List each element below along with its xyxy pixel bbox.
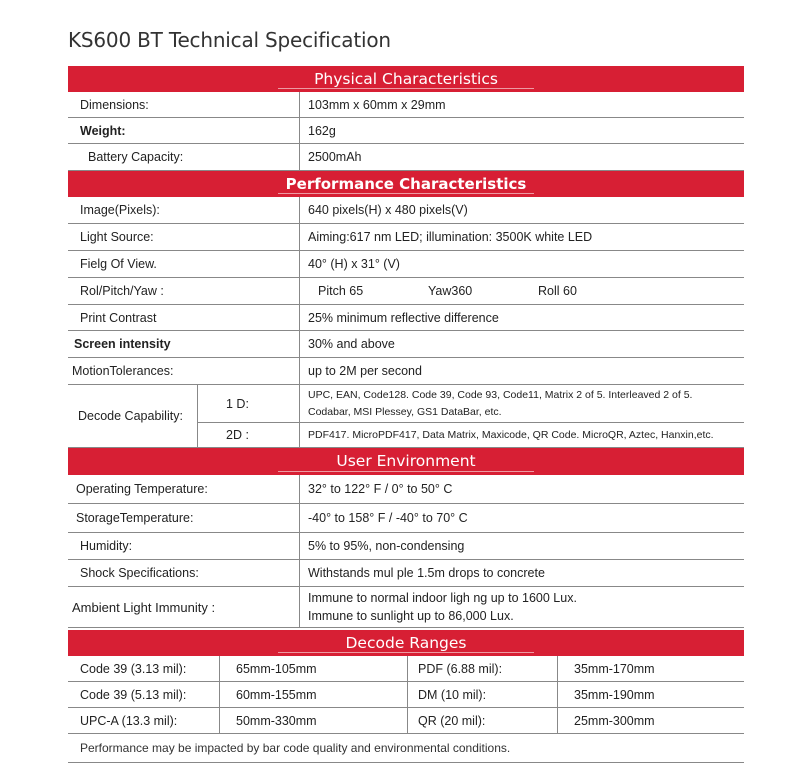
spec-value: 162g xyxy=(308,123,336,138)
spec-label: Light Source: xyxy=(68,224,300,250)
spec-value: Aiming:617 nm LED; illumination: 3500K white LED xyxy=(308,230,593,244)
decode-1d-key: 1 D: xyxy=(198,385,300,422)
table-row xyxy=(68,533,744,560)
range-symbology: DM (10 mil): xyxy=(408,682,558,707)
table-row xyxy=(68,278,744,305)
ambient-line1: Immune to normal indoor ligh ng up to 1600 Lux. xyxy=(308,591,577,605)
spec-label: MotionTolerances: xyxy=(68,358,300,384)
table-row xyxy=(68,560,744,587)
spec-label: Weight: xyxy=(68,118,300,143)
spec-label: Dimensions: xyxy=(68,92,300,117)
spec-label: Ambient Light Immunity : xyxy=(68,587,300,627)
decode-capability-row xyxy=(68,385,744,448)
spec-label: Rol/Pitch/Yaw : xyxy=(68,278,300,304)
range-distance: 50mm-330mm xyxy=(220,708,408,733)
table-row xyxy=(68,305,744,331)
spec-label: Decode Capability: xyxy=(68,385,198,447)
spec-sheet xyxy=(68,66,744,763)
table-row xyxy=(68,682,744,708)
yaw-value: Yaw360 xyxy=(428,284,473,298)
spec-value: 2500mAh xyxy=(308,150,362,164)
decode-1d-value xyxy=(300,385,744,422)
decode-2d-value: PDF417. MicroPDF417, Data Matrix, Maxicode, QR Code. MicroQR, Aztec, Hanxin,etc. xyxy=(308,428,714,441)
page-title: KS600 BT Technical Specification xyxy=(68,28,391,52)
decode-2d-key: 2D : xyxy=(198,423,300,447)
spec-value: 5% to 95%, non-condensing xyxy=(308,539,465,553)
table-row xyxy=(68,331,744,358)
roll-value: Roll 60 xyxy=(538,284,577,298)
spec-value: -40° to 158° F / -40° to 70° C xyxy=(308,511,468,525)
range-distance: 35mm-170mm xyxy=(574,661,655,676)
spec-value: 640 pixels(H) x 480 pixels(V) xyxy=(308,203,468,217)
spec-label: StorageTemperature: xyxy=(68,504,300,532)
section-header-ranges: Decode Ranges xyxy=(68,630,744,656)
spec-value xyxy=(300,278,744,304)
range-distance: 60mm-155mm xyxy=(220,682,408,707)
spec-label: Shock Specifications: xyxy=(68,560,300,586)
range-distance: 65mm-105mm xyxy=(220,656,408,681)
table-row xyxy=(68,504,744,533)
table-row xyxy=(68,708,744,734)
table-row xyxy=(68,475,744,504)
range-symbology: Code 39 (3.13 mil): xyxy=(68,656,220,681)
decode-1d-line2: Codabar, MSI Plessey, GS1 DataBar, etc. xyxy=(308,405,502,418)
table-row xyxy=(68,197,744,224)
spec-value: 25% minimum reflective difference xyxy=(308,310,499,325)
range-symbology: UPC-A (13.3 mil): xyxy=(68,708,220,733)
table-row xyxy=(68,587,744,628)
ambient-line2: Immune to sunlight up to 86,000 Lux. xyxy=(308,609,514,623)
range-symbology: QR (20 mil): xyxy=(408,708,558,733)
table-row xyxy=(68,358,744,385)
decode-subtable xyxy=(198,385,744,447)
range-distance: 35mm-190mm xyxy=(574,687,655,702)
decode-1d-line1: UPC, EAN, Code128. Code 39, Code 93, Code11, Matrix 2 of 5. Interleaved 2 of 5. xyxy=(308,388,693,401)
table-row xyxy=(68,224,744,251)
spec-label: Screen intensity xyxy=(68,331,300,357)
range-symbology: PDF (6.88 mil): xyxy=(408,656,558,681)
footnote: Performance may be impacted by bar code quality and environmental conditions. xyxy=(68,734,744,763)
pitch-value: Pitch 65 xyxy=(318,284,364,298)
spec-value: 32° to 122° F / 0° to 50° C xyxy=(308,482,453,496)
spec-label: Humidity: xyxy=(68,533,300,559)
spec-label: Battery Capacity: xyxy=(68,144,300,170)
spec-value: up to 2M per second xyxy=(308,364,422,378)
spec-value: 103mm x 60mm x 29mm xyxy=(308,97,446,112)
spec-label: Print Contrast xyxy=(68,305,300,330)
table-row xyxy=(68,144,744,171)
spec-value xyxy=(300,587,744,627)
section-header-performance: Performance Characteristics xyxy=(68,171,744,197)
spec-value: Withstands mul ple 1.5m drops to concrete xyxy=(308,566,545,580)
spec-value: 30% and above xyxy=(308,337,395,351)
table-row xyxy=(68,92,744,118)
decode-1d-row xyxy=(198,385,744,423)
table-row xyxy=(68,656,744,682)
section-header-environment: User Environment xyxy=(68,448,744,475)
table-row xyxy=(68,251,744,278)
range-symbology: Code 39 (5.13 mil): xyxy=(68,682,220,707)
section-header-physical: Physical Characteristics xyxy=(68,66,744,92)
spec-value: 40° (H) x 31° (V) xyxy=(308,257,400,271)
range-distance: 25mm-300mm xyxy=(574,713,655,728)
decode-2d-row xyxy=(198,423,744,447)
spec-label: Image(Pixels): xyxy=(68,197,300,223)
table-row xyxy=(68,118,744,144)
spec-label: Operating Temperature: xyxy=(68,475,300,503)
spec-label: Fielg Of View. xyxy=(68,251,300,277)
